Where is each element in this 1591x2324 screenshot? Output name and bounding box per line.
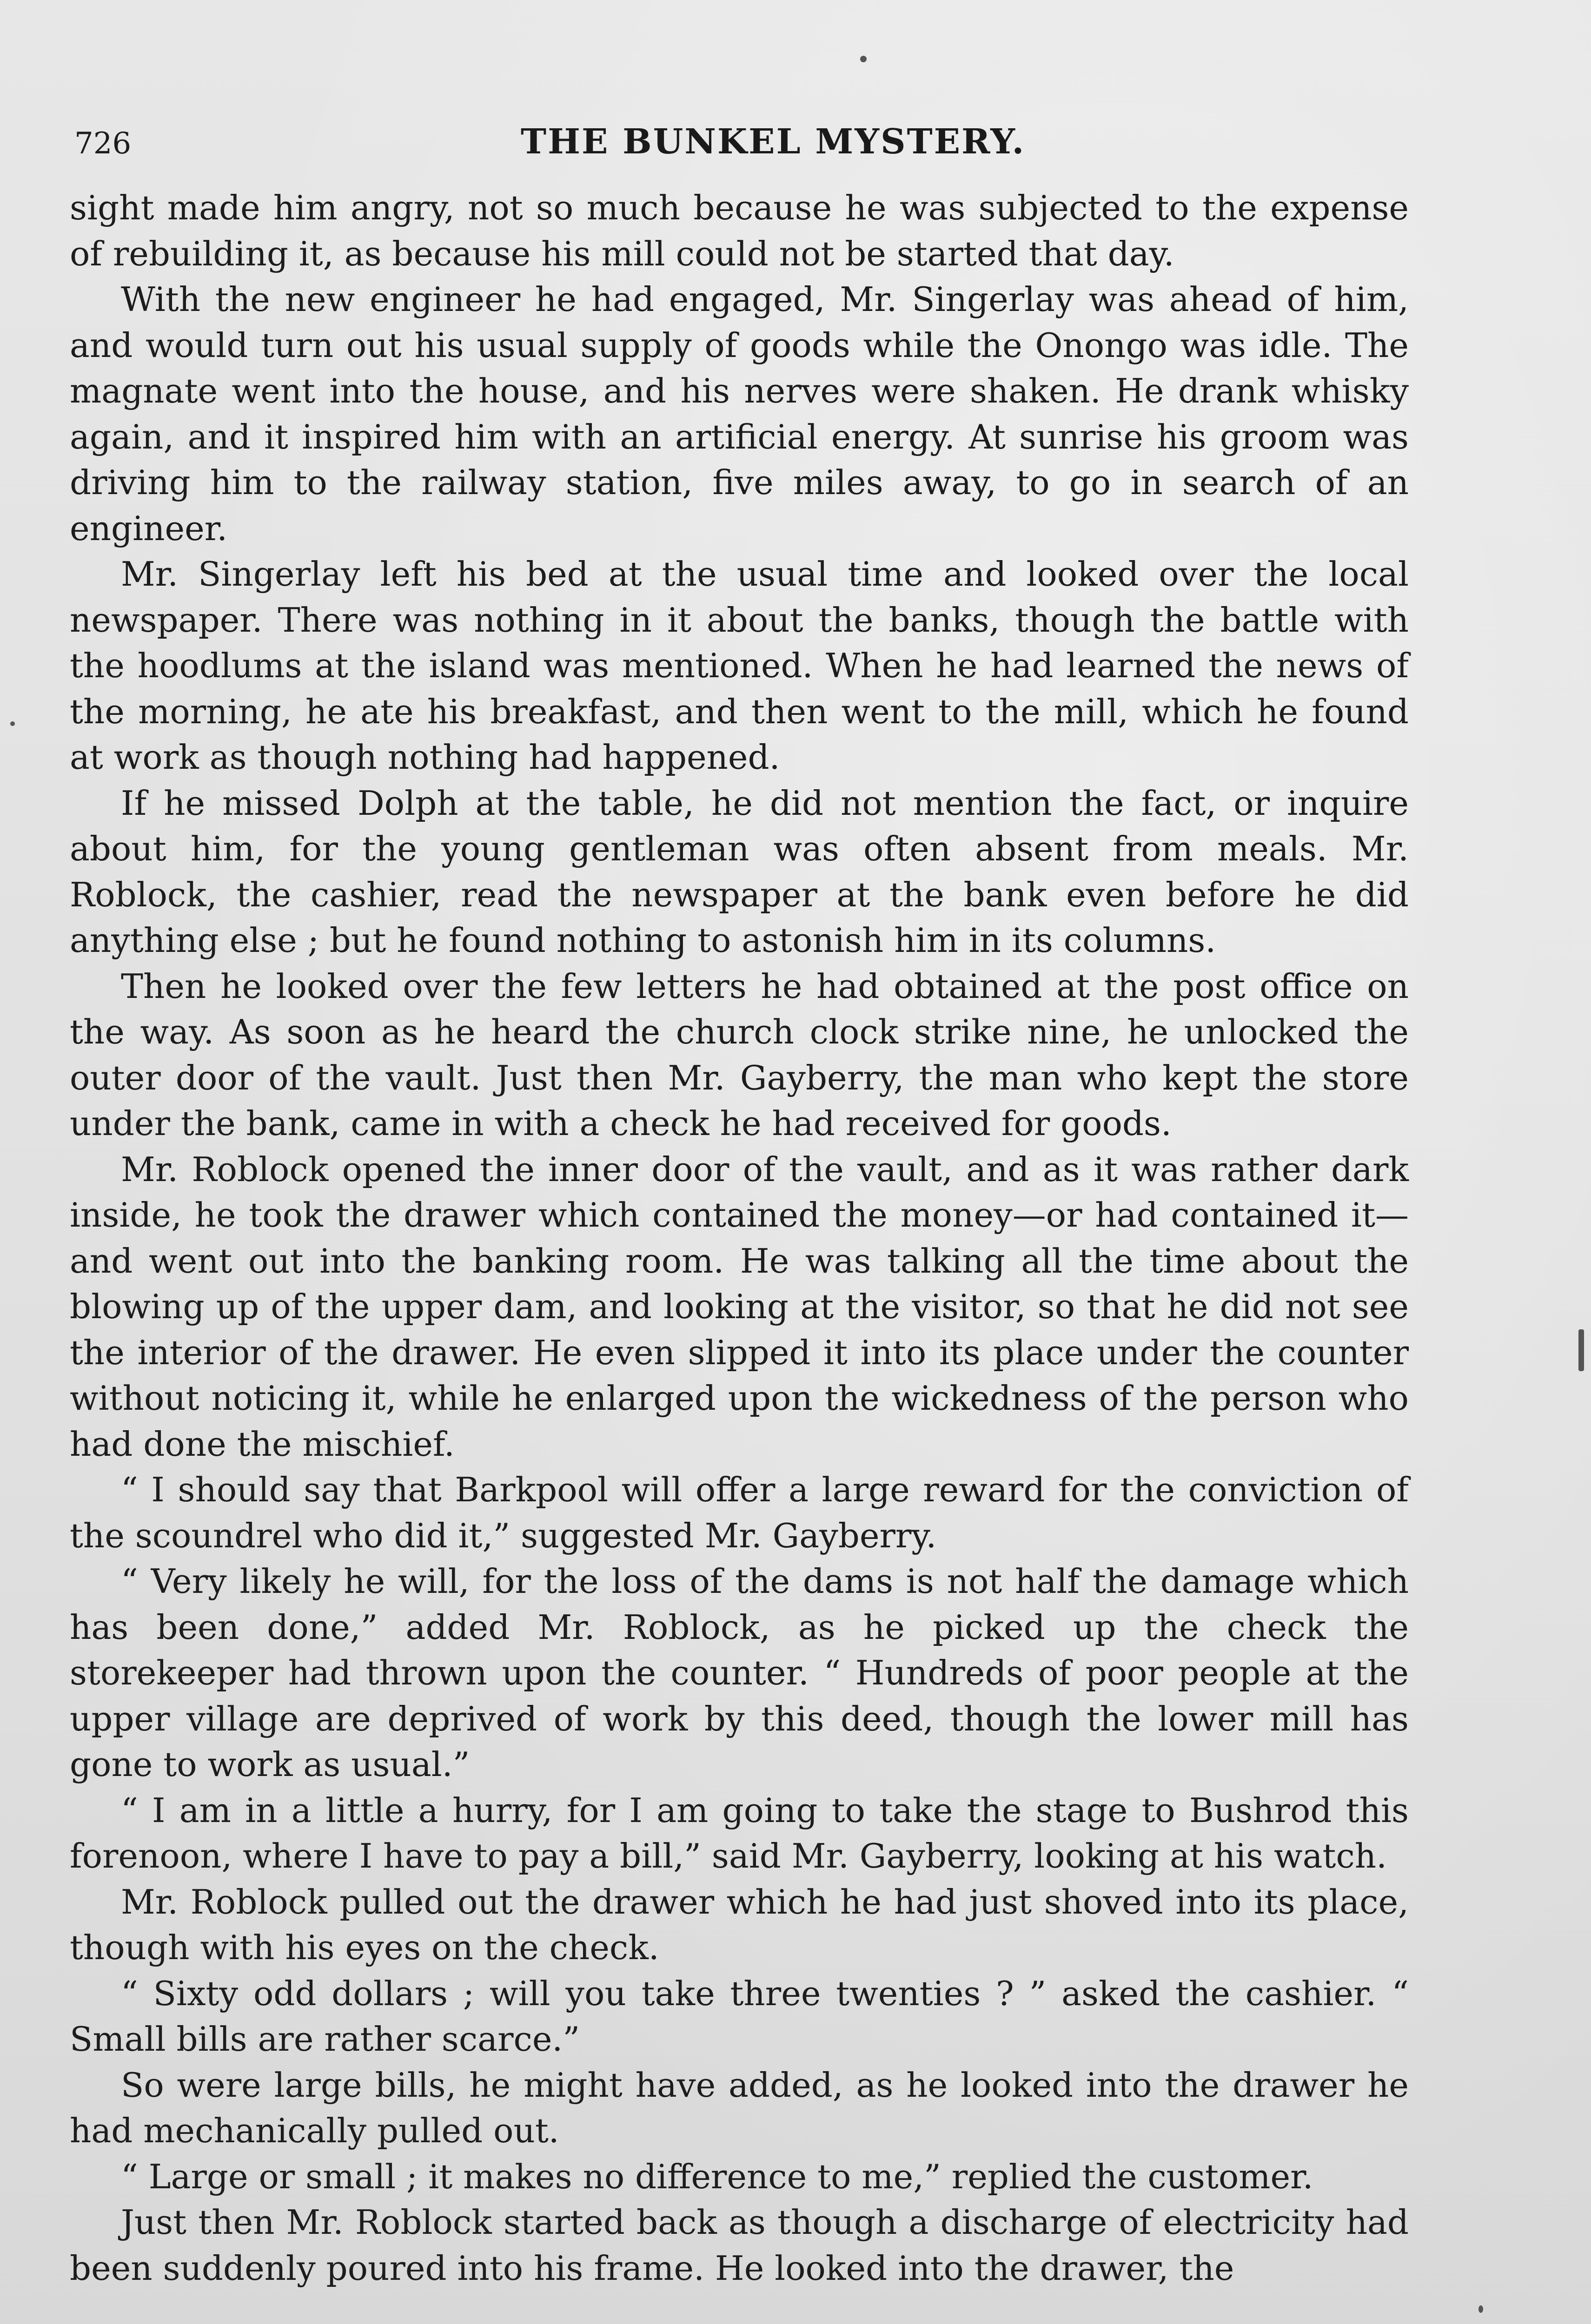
- paragraph: Then he looked over the few letters he had obtained at the post office on the way. As soon as he heard the church clock strike nine, he unlocked the outer door of the vault. Just then Mr. Gayberry, the man who kept the store under the bank, came in with a check he had received for goods.: [70, 966, 1409, 1143]
- paragraph: “ Large or small ; it makes no difference to me,” replied the customer.: [121, 2157, 1313, 2196]
- paragraph: “ I am in a little a hurry, for I am going to take the stage to Bushrod this forenoon, where I have to pay a bill,” said Mr. Gayberry, looking at his watch.: [70, 1790, 1409, 1875]
- page-number: 726: [74, 126, 132, 161]
- print-speck: [1578, 1329, 1584, 1371]
- paragraph: So were large bills, he might have added, as he looked into the drawer he had mechanically pulled out.: [70, 2065, 1409, 2150]
- running-head: THE BUNKEL MYSTERY.: [521, 122, 1026, 162]
- print-speck: [860, 56, 867, 62]
- paragraph: “ Very likely he will, for the loss of the dams is not half the damage which has been done,” added Mr. Roblock, as he picked up the check the storekeeper had thrown upon the counter. “ Hundreds of poor people at the upper village are deprived of work by this deed, though the lower mill has gone to work as usual.”: [70, 1562, 1409, 1784]
- paragraph: Mr. Roblock pulled out the drawer which he had just shoved into its place, though with his eyes on the check.: [70, 1882, 1409, 1967]
- paragraph: If he missed Dolph at the table, he did not mention the fact, or inquire about him, for the young gentleman was often absent from meals. Mr. Roblock, the cashier, read the newspaper at the bank even before he did anything else ; but he found nothing to astonish him in its columns.: [70, 783, 1409, 960]
- paragraph: Mr. Roblock opened the inner door of the vault, and as it was rather dark inside, he took the drawer which contained the money—or had contained it—and went out into the banking room. He was talking all the time about the blowing up of the upper dam, and looking at the visitor, so that he did not see the interior of the drawer. He even slipped it into its place under the counter without noticing it, while he enlarged upon the wickedness of the person who had done the mischief.: [70, 1149, 1409, 1464]
- paragraph: “ Sixty odd dollars ; will you take three twenties ? ” asked the cashier. “ Small bills are rather scarce.”: [70, 1974, 1409, 2059]
- paragraph: With the new engineer he had engaged, Mr. Singerlay was ahead of him, and would turn out his usual supply of goods while the Onongo was idle. The magnate went into the house, and his nerves were shaken. He drank whisky again, and it inspired him with an artificial energy. At sunrise his groom was driving him to the railway station, five miles away, to go in search of an engineer.: [70, 280, 1409, 548]
- body-text: [70, 185, 1409, 2291]
- paragraph: sight made him angry, not so much because he was subjected to the expense of rebuilding it, as because his mill could not be started that day.: [70, 188, 1409, 273]
- paragraph: “ I should say that Barkpool will offer a large reward for the conviction of the scoundrel who did it,” suggested Mr. Gayberry.: [70, 1470, 1409, 1555]
- page-header: [74, 122, 1413, 173]
- print-speck: [1478, 2305, 1483, 2313]
- paragraph: Just then Mr. Roblock started back as though a discharge of electricity had been suddenly poured into his frame. He looked into the drawer, the: [70, 2203, 1409, 2288]
- paragraph: Mr. Singerlay left his bed at the usual time and looked over the local newspaper. There was nothing in it about the banks, though the battle with the hoodlums at the island was mentioned. When he had learned the news of the morning, he ate his breakfast, and then went to the mill, which he found at work as though nothing had happened.: [70, 555, 1409, 777]
- print-speck: [10, 721, 15, 726]
